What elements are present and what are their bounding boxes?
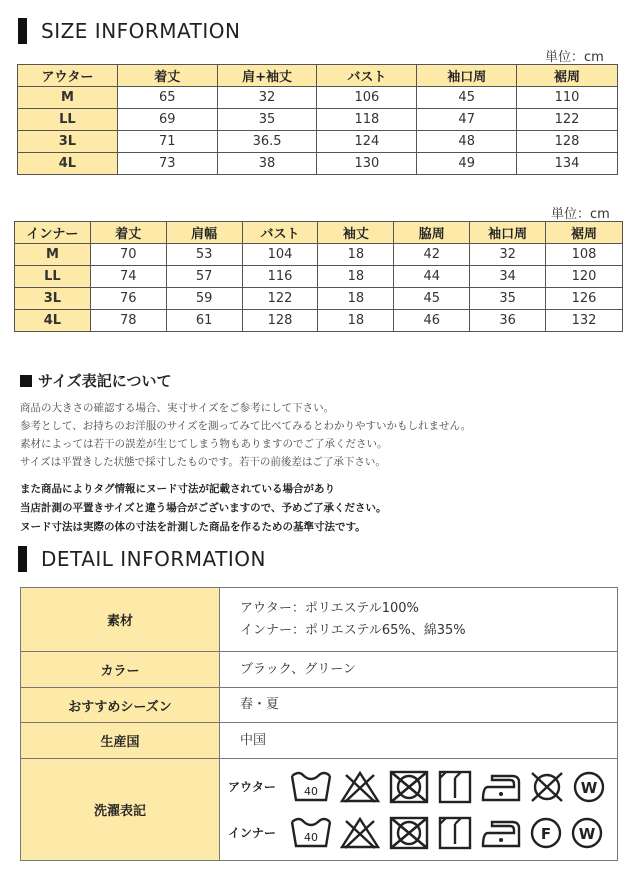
wet-clean-letter: W [580,778,598,797]
table-cell: 32 [217,87,317,109]
table-cell: 18 [318,266,394,288]
care-icons-outer [290,770,606,804]
care-outer-label: アウター [228,780,276,794]
origin-row [21,723,618,759]
material-line: アウター：ポリエステル100% [240,600,419,616]
no-dry-clean-icon [529,770,565,804]
table-row [15,310,623,332]
note-line: 商品の大きさの確認する場合、実寸サイズをご参考にして下さい。 [20,402,335,414]
size-label-cell: 3L [15,288,91,310]
inner-header-cell: 着丈 [90,222,166,244]
bold-note-line: また商品によりタグ情報にヌード寸法が記載されている場合があり [20,483,335,495]
table-cell: 46 [394,310,470,332]
table-cell: 45 [417,87,517,109]
care-inner-label: インナー [228,826,277,840]
outer-unit-label: 単位：cm [545,50,604,65]
inner-header-cell: バスト [242,222,318,244]
size-label-cell: 4L [18,153,118,175]
about-size-heading [20,370,172,391]
nude-size-notes [20,480,386,537]
origin-value: 中国 [220,723,618,759]
material-label: 素材 [21,588,220,652]
table-cell: 71 [117,131,217,153]
size-label-cell: LL [18,109,118,131]
care-value [220,759,618,861]
title-bar [18,546,27,572]
drip-dry-icon [437,816,473,850]
size-label-cell: M [18,87,118,109]
low-iron-icon [480,770,522,804]
table-cell: 74 [90,266,166,288]
table-row [15,288,623,310]
table-cell: 44 [394,266,470,288]
table-cell: 65 [117,87,217,109]
material-row [21,588,618,652]
outer-header-cell: アウター [18,65,118,87]
table-cell: 18 [318,244,394,266]
table-cell: 32 [470,244,546,266]
petroleum-dry-clean-icon [529,816,563,850]
wet-clean-letter: W [578,824,596,843]
table-row [15,266,623,288]
table-cell: 120 [546,266,623,288]
outer-header-cell: 裾周 [517,65,618,87]
table-cell: 78 [90,310,166,332]
table-cell: 45 [394,288,470,310]
note-line: 素材によっては若干の誤差が生じてしまう物もありますのでご了承ください。 [20,438,388,450]
no-tumble-dry-icon [388,816,430,850]
table-cell: 118 [317,109,417,131]
table-cell: 36.5 [217,131,317,153]
no-tumble-dry-icon [388,770,430,804]
inner-header-cell: 袖丈 [318,222,394,244]
inner-header-cell: インナー [15,222,91,244]
table-cell: 36 [470,310,546,332]
color-label: カラー [21,652,220,688]
table-cell: 76 [90,288,166,310]
care-inner-row [228,813,617,853]
table-cell: 128 [242,310,318,332]
outer-size-table [17,64,618,175]
table-cell: 47 [417,109,517,131]
table-row [18,131,618,153]
inner-header-cell: 肩幅 [166,222,242,244]
outer-header-cell: バスト [317,65,417,87]
table-header-row [15,222,623,244]
table-cell: 108 [546,244,623,266]
inner-size-table [14,221,623,332]
square-bullet-icon [20,375,32,387]
origin-label: 生産国 [21,723,220,759]
season-value: 春・夏 [220,688,618,723]
wash-40-icon [290,816,332,850]
outer-header-cell: 袖口周 [417,65,517,87]
table-cell: 110 [517,87,618,109]
size-label-cell: 4L [15,310,91,332]
bold-note-line: 当店計測の平置きサイズと違う場合がございますので、予めご了承ください。 [20,502,387,514]
about-size-title: サイズ表記について [38,372,172,390]
wash-temp-text: 40 [304,830,318,844]
detail-title-text: DETAIL INFORMATION [41,547,266,571]
color-row [21,652,618,688]
table-cell: 35 [217,109,317,131]
material-value [220,588,618,652]
table-cell: 124 [317,131,417,153]
table-cell: 49 [417,153,517,175]
size-label-cell: LL [15,266,91,288]
bold-note-line: ヌード寸法は実際の体の寸法を計測した商品を作るための基準寸法です。 [20,521,366,533]
no-bleach-icon [339,770,381,804]
size-notes [20,399,471,471]
table-cell: 134 [517,153,618,175]
table-row [18,153,618,175]
table-cell: 126 [546,288,623,310]
detail-table [20,587,618,861]
table-cell: 122 [517,109,618,131]
inner-header-cell: 裾周 [546,222,623,244]
outer-header-cell: 着丈 [117,65,217,87]
table-cell: 106 [317,87,417,109]
table-cell: 35 [470,288,546,310]
season-label: おすすめシーズン [21,688,220,723]
size-label-cell: M [15,244,91,266]
table-cell: 42 [394,244,470,266]
inner-unit-label: 単位：cm [551,207,610,222]
drip-dry-icon [437,770,473,804]
table-cell: 130 [317,153,417,175]
table-cell: 59 [166,288,242,310]
note-line: サイズは平置きした状態で採寸したものです。若干の前後差はご了承下さい。 [20,456,386,468]
table-row [18,109,618,131]
inner-header-cell: 脇周 [394,222,470,244]
wet-clean-icon [572,770,606,804]
table-cell: 122 [242,288,318,310]
outer-header-cell: 肩+袖丈 [217,65,317,87]
table-cell: 38 [217,153,317,175]
table-cell: 57 [166,266,242,288]
size-section-title [18,18,241,44]
table-cell: 70 [90,244,166,266]
table-cell: 69 [117,109,217,131]
size-label-cell: 3L [18,131,118,153]
wash-temp-text: 40 [304,784,318,798]
table-row [15,244,623,266]
table-cell: 61 [166,310,242,332]
low-iron-icon [480,816,522,850]
table-cell: 18 [318,310,394,332]
table-row [18,87,618,109]
table-cell: 132 [546,310,623,332]
petroleum-letter: F [540,824,552,843]
note-line: 参考として、お持ちのお洋服のサイズを測ってみて比べてみるとわかりやすいかもしれません。 [20,420,472,432]
care-icons-inner [290,816,604,850]
wash-40-icon [290,770,332,804]
wet-clean-icon [570,816,604,850]
table-cell: 18 [318,288,394,310]
care-outer-row [228,767,617,807]
table-cell: 73 [117,153,217,175]
no-bleach-icon [339,816,381,850]
table-cell: 48 [417,131,517,153]
season-row [21,688,618,723]
table-cell: 104 [242,244,318,266]
inner-header-cell: 袖口周 [470,222,546,244]
material-line: インナー：ポリエステル65%、綿35% [240,622,466,638]
table-header-row [18,65,618,87]
care-label: 洗濯表記 [21,759,220,861]
table-cell: 128 [517,131,618,153]
care-row [21,759,618,861]
title-bar [18,18,27,44]
table-cell: 34 [470,266,546,288]
table-cell: 53 [166,244,242,266]
color-value: ブラック、グリーン [220,652,618,688]
table-cell: 116 [242,266,318,288]
size-title-text: SIZE INFORMATION [41,19,241,43]
detail-section-title [18,546,266,572]
